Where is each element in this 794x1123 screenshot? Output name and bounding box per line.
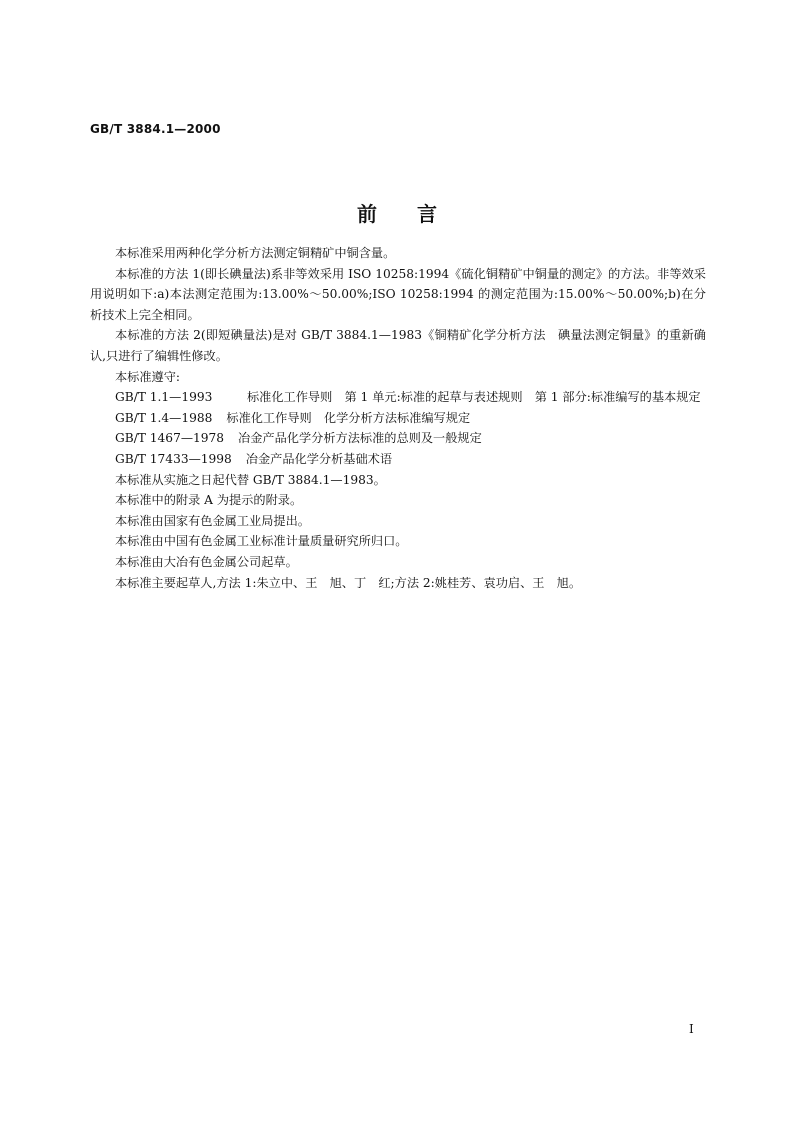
reference-code: GB/T 1.1—1993 xyxy=(115,390,213,405)
paragraph: 本标准由大冶有色金属公司起草。 xyxy=(115,554,298,569)
standard-number-header: GB/T 3884.1—2000 xyxy=(90,122,221,136)
paragraph: 本标准主要起草人,方法 1:朱立中、王 旭、丁 红;方法 2:姚桂芳、袁功启、王 旭。 xyxy=(115,575,582,590)
reference-name: 冶金产品化学分析方法标准的总则及一般规定 xyxy=(238,431,482,446)
reference-code: GB/T 1.4—1988 xyxy=(115,410,213,425)
paragraph: 本标准由国家有色金属工业局提出。 xyxy=(115,513,310,528)
paragraph: 本标准遵守: xyxy=(115,369,181,384)
reference-code: GB/T 17433—1998 xyxy=(115,451,232,466)
paragraph: 本标准的方法 2(即短碘量法)是对 GB/T 3884.1—1983《铜精矿化学分析方法 碘量法测定铜量》的重新确认,只进行了编辑性修改。 xyxy=(90,328,706,363)
page-title: 前言 xyxy=(357,202,477,226)
reference-item xyxy=(90,387,706,408)
reference-code: GB/T 1467—1978 xyxy=(115,431,225,446)
page-number: I xyxy=(689,1022,694,1036)
reference-item xyxy=(90,428,706,449)
paragraph: 本标准采用两种化学分析方法测定铜精矿中铜含量。 xyxy=(115,246,396,260)
reference-name: 标准化工作导则 第 1 单元:标准的起草与表述规则 第 1 部分:标准编写的基本规定 xyxy=(247,390,701,405)
reference-name: 标准化工作导则 化学分析方法标准编写规定 xyxy=(226,410,471,425)
paragraph: 本标准由中国有色金属工业标准计量质量研究所归口。 xyxy=(115,534,408,549)
paragraph: 本标准中的附录 A 为提示的附录。 xyxy=(115,493,303,508)
reference-item xyxy=(90,408,706,429)
paragraph: 本标准从实施之日起代替 GB/T 3884.1—1983。 xyxy=(115,472,386,487)
reference-name: 冶金产品化学分析基础术语 xyxy=(245,451,393,466)
foreword-body xyxy=(90,243,706,593)
paragraph: 本标准的方法 1(即长碘量法)系非等效采用 ISO 10258:1994《硫化铜精矿中铜量的测定》的方法。非等效采用说明如下:a)本法测定范围为:13.00%～50.00%;ISO 10258:1994 的测定范围为:15.00%～50.00%;b)在分析技术上完全相同。 xyxy=(90,266,706,322)
reference-item xyxy=(90,449,706,470)
